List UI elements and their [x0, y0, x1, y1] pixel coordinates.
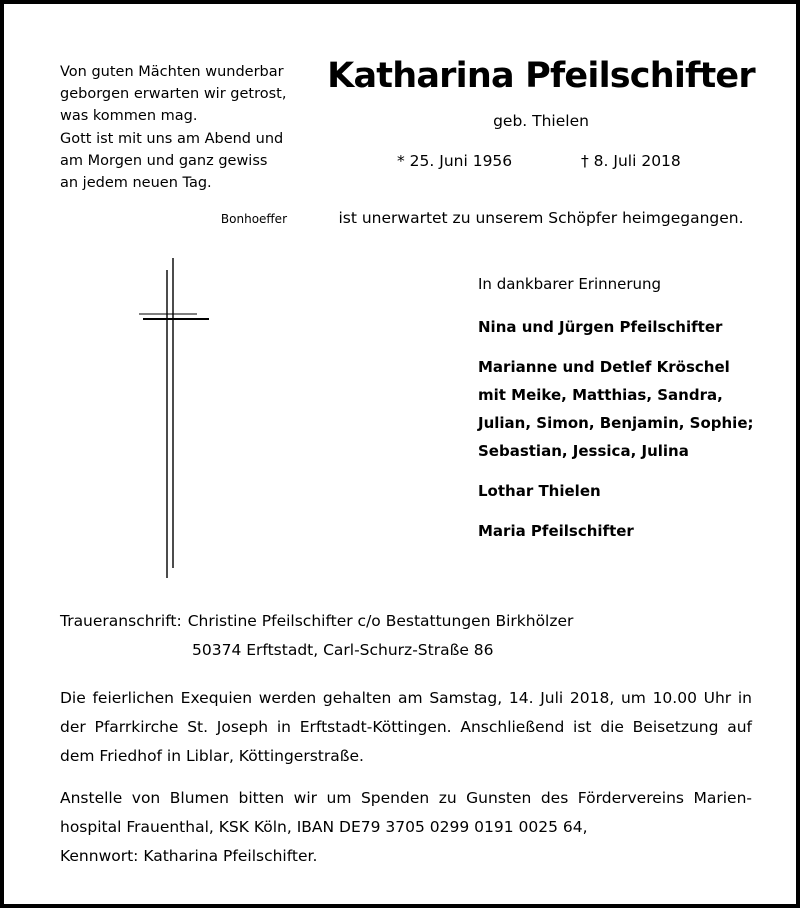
deceased-name: Katharina Pfeilschifter [327, 56, 755, 96]
mourner-group [478, 353, 754, 465]
mourner-line: mit Meike, Matthias, Sandra, [478, 386, 723, 404]
double-line-cross-icon [137, 258, 211, 578]
paragraph-line: hospital Frauenthal, KSK Köln, IBAN DE79 3705 0299 0191 0025 64, [60, 818, 588, 836]
poem [60, 61, 286, 194]
birth-date: * 25. Juni 1956 [397, 152, 513, 170]
mourner-group [478, 517, 754, 545]
mourners-list [478, 274, 754, 557]
funeral-service-paragraph [60, 684, 752, 771]
remembrance-line: In dankbarer Erinnerung [478, 275, 662, 293]
donation-paragraph [60, 784, 752, 871]
poem-line: an jedem neuen Tag. [60, 175, 212, 192]
address-name: Christine Pfeilschifter c/o Bestattungen Birkhölzer [187, 612, 574, 630]
mourner-line: Lothar Thielen [478, 482, 601, 500]
birth-name: geb. Thielen [493, 112, 589, 130]
mourner-group [478, 477, 754, 505]
death-date: † 8. Juli 2018 [581, 152, 681, 170]
mourning-address [60, 607, 573, 665]
paragraph-line: Die feierlichen Exequien werden gehalten am Samstag, 14. Juli 2018, um 10.00 Uhr in [60, 689, 752, 707]
poem-author: Bonhoeffer [220, 212, 287, 226]
mourner-line: Marianne und Detlef Kröschel [478, 358, 730, 376]
poem-line: Von guten Mächten wunderbar [60, 64, 284, 80]
mourner-group [478, 313, 754, 341]
passing-statement: ist unerwartet zu unserem Schöpfer heimgegangen. [338, 209, 744, 227]
paragraph-line: der Pfarrkirche St. Joseph in Erftstadt-Köttingen. Anschließend ist die Beisetzung auf [60, 718, 752, 736]
poem-line: geborgen erwarten wir getrost, [60, 86, 287, 103]
paragraph-line: Kennwort: Katharina Pfeilschifter. [60, 847, 318, 865]
paragraph-line: dem Friedhof in Liblar, Köttingerstraße. [60, 747, 364, 765]
poem-line: Gott ist mit uns am Abend und [60, 130, 284, 147]
address-street: 50374 Erftstadt, Carl-Schurz-Straße 86 [192, 641, 494, 659]
paragraph-line: Anstelle von Blumen bitten wir um Spenden zu Gunsten des Fördervereins Marien- [60, 789, 752, 807]
mourner-line: Maria Pfeilschifter [478, 522, 634, 540]
poem-line: am Morgen und ganz gewiss [60, 152, 268, 169]
mourner-line: Sebastian, Jessica, Julina [478, 442, 689, 460]
address-label: Traueranschrift: [60, 612, 182, 630]
poem-line: was kommen mag. [60, 108, 198, 125]
mourner-line: Nina und Jürgen Pfeilschifter [478, 318, 723, 336]
mourner-line: Julian, Simon, Benjamin, Sophie; [478, 414, 754, 432]
